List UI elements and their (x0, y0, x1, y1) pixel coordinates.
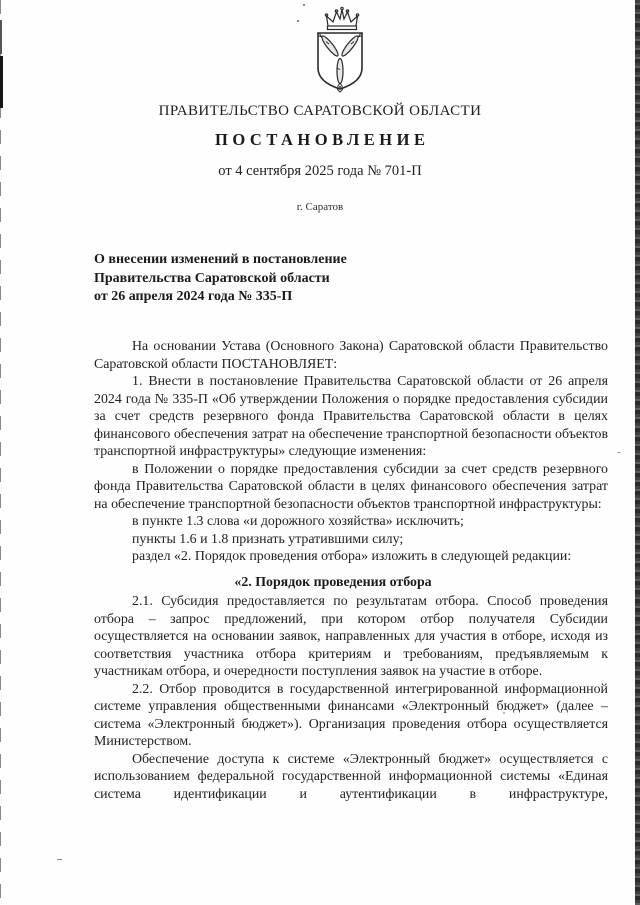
paragraph: пункты 1.6 и 1.8 признать утратившими силу; (132, 531, 404, 547)
document-body (94, 338, 608, 803)
subject-block (94, 251, 524, 307)
paragraph: Обеспечение доступа к системе «Электронный бюджет» осуществляется с использованием федеральной государственной информационной системы «Единая система идентификации и аутентификации в инфраструктуре, (94, 751, 608, 802)
paragraph: 1. Внести в постановление Правительства Саратовской области от 26 апреля 2024 года № 335-П «Об утверждении Положения о порядке предоставления субсидии за счет средств резервного фонда Правительства Саратовской области в целях финансового обеспечения затрат на обеспечение транспортной безопасности объектов транспортной инфраструктуры» следующие изменения: (94, 374, 608, 459)
subject-line: О внесении изменений в постановление (94, 252, 347, 267)
document-type-title: ПОСТАНОВЛЕНИЕ (215, 130, 430, 149)
scan-artifact (297, 20, 299, 22)
saratov-coat-of-arms-icon (312, 6, 368, 94)
place-line: г. Саратов (296, 201, 344, 213)
scan-artifact (617, 452, 621, 453)
paragraph: 2.1. Субсидия предоставляется по результатам отбора. Способ проведения отбора – запрос предложений, при котором отбор получателя Субсидии осуществляется на основании заявок, направленных для участия в отборе, исходя из соответствия участника отбора критериям и требованиям, предъявляемым к участникам отбора, и очередности поступления заявок на участие в отборе. (94, 594, 608, 679)
scan-artifact (57, 859, 62, 860)
paragraph: в пункте 1.3 слова «и дорожного хозяйства» исключить; (132, 514, 464, 529)
subject-line: Правительства Саратовской области (94, 270, 330, 286)
paragraph: раздел «2. Порядок проведения отбора» изложить в следующей редакции: (132, 549, 572, 564)
section-heading: «2. Порядок проведения отбора (234, 574, 432, 590)
paragraph: 2.2. Отбор проводится в государственной интегрированной информационной системе управления общественными финансами «Электронный бюджет» (далее – система «Электронный бюджет»). Организация проведения отбора осуществляется Министерством. (94, 681, 608, 749)
subject-line: от 26 апреля 2024 года № 335-П (94, 289, 293, 305)
scan-artifact (303, 4, 305, 6)
date-number-line: от 4 сентября 2025 года № 701-П (218, 163, 422, 179)
authority-name: ПРАВИТЕЛЬСТВО САРАТОВСКОЙ ОБЛАСТИ (158, 103, 482, 119)
paragraph: На основании Устава (Основного Закона) Саратовской области Правительство Саратовской области ПОСТАНОВЛЯЕТ: (94, 339, 608, 372)
scan-artifact (0, 56, 3, 108)
scan-artifact (0, 20, 2, 54)
paragraph: в Положении о порядке предоставления субсидии за счет средств резервного фонда Правительства Саратовской области в целях финансового обеспечения затрат на обеспечение транспортной безопасности объектов транспортной инфраструктуры: (94, 461, 608, 512)
